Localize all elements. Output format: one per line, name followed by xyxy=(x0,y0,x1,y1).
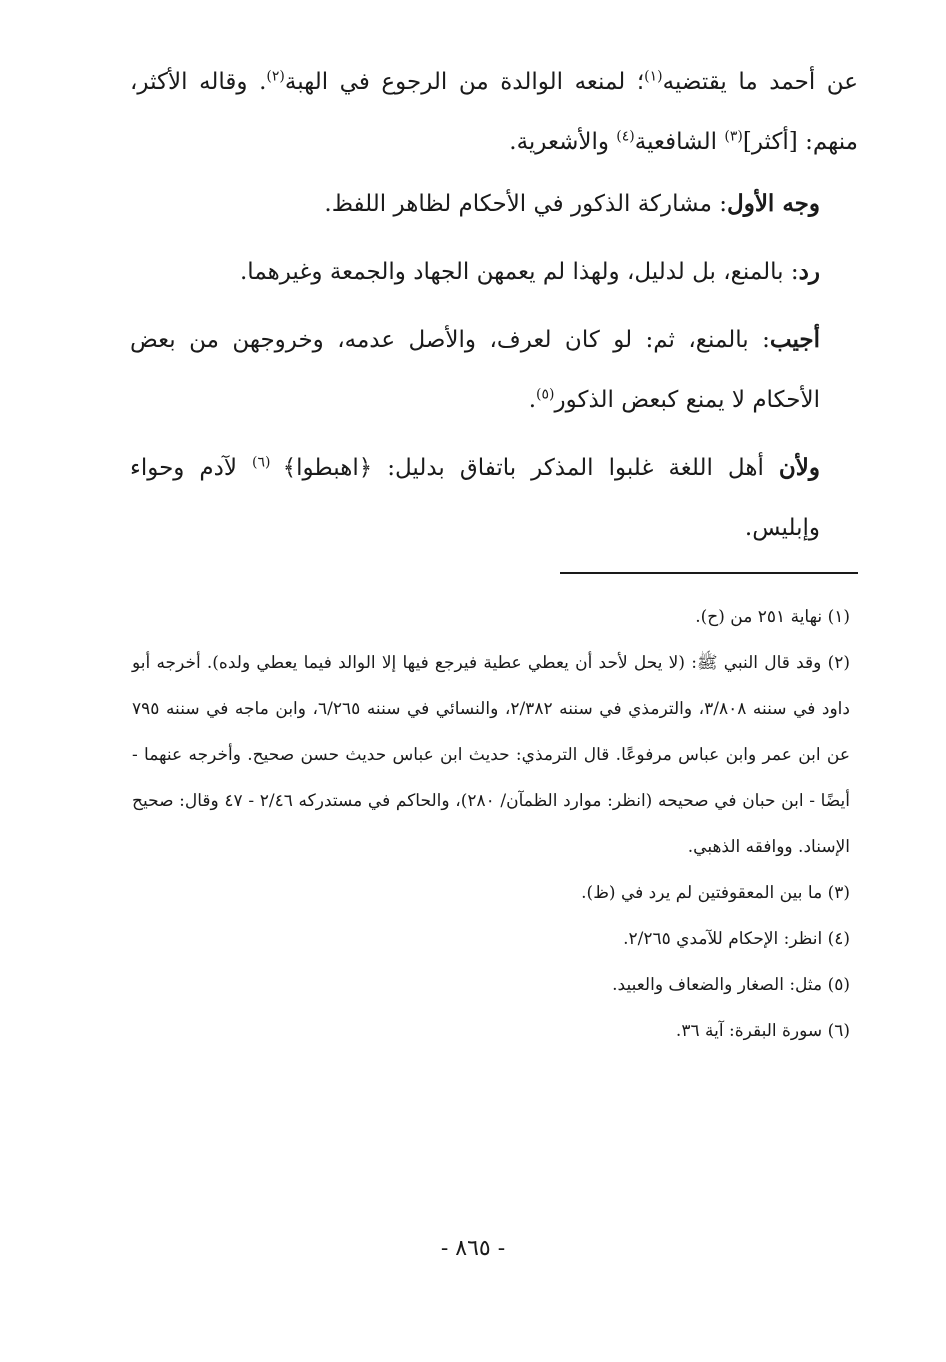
footnote xyxy=(132,870,850,916)
footnotes xyxy=(132,594,850,1054)
paragraph-first-view xyxy=(130,174,858,234)
footnote-text: نهاية ٢٥١ من (ح). xyxy=(695,607,823,627)
text-run: . وقاله الأكثر، منهم: [أكثر] xyxy=(130,69,858,155)
lead-term: ولأن xyxy=(778,454,820,481)
text-run: : بالمنع، بل لدليل، ولهذا لم يعمهن الجهاد والجمعة وغيرهما. xyxy=(240,259,799,285)
footnote-number: (٤) xyxy=(827,929,850,949)
page-number: - ٨٦٥ - xyxy=(440,1236,506,1261)
footnote-number: (٥) xyxy=(827,975,850,995)
footnote xyxy=(132,1008,850,1054)
text-run: عن أحمد ما يقتضيه xyxy=(662,69,858,95)
footnote-reference: (٦) xyxy=(252,454,283,471)
footnote xyxy=(132,916,850,962)
footnote-number: (٣) xyxy=(827,883,850,903)
footnote-separator xyxy=(560,572,858,574)
footnote-reference: (١) xyxy=(644,68,663,85)
footnote-number: (٦) xyxy=(827,1021,850,1041)
lead-term: أجيب xyxy=(769,326,820,353)
footnote-text: وقد قال النبي ﷺ: (لا يحل لأحد أن يعطي عطية فيرجع فيها إلا الوالد فيما يعطي ولده). أخرجه أبو داود في سننه ٣/٨٠٨، والترمذي في سننه ٢/٣٨٢، والنسائي في سننه ٦/٢٦٥، وابن ماجه في سننه ٧٩٥ عن ابن عمر وابن عباس مرفوعًا. قال الترمذي: حديث ابن عباس حديث حسن صحيح. وأخرجه عنهما - أيضًا - ابن حبان في صحيحه (انظر: موارد الظمآن/ ٢٨٠)، والحاكم في مستدركه ٢/٤٦ - ٤٧ وقال: صحيح الإسناد. ووافقه الذهبي. xyxy=(132,653,850,857)
footnote xyxy=(132,640,850,870)
lead-term: وجه الأول xyxy=(727,190,820,217)
footnote xyxy=(132,962,850,1008)
text-run: ؛ لمنعه الوالدة من الرجوع في الهبة xyxy=(284,69,645,95)
footnote-number: (١) xyxy=(827,607,850,627)
footnote-reference: (٣) xyxy=(724,128,743,145)
footnote xyxy=(132,594,850,640)
text-run: أهل اللغة غلبوا المذكر باتفاق بدليل: ﴿اهبطوا﴾ xyxy=(282,455,779,481)
footnote-text: انظر: الإحكام للآمدي ٢/٢٦٥. xyxy=(623,929,823,949)
text-run: والأشعرية. xyxy=(509,129,617,155)
paragraph-1 xyxy=(130,52,858,172)
footnote-number: (٢) xyxy=(827,653,850,673)
footnote-text: سورة البقرة: آية ٣٦. xyxy=(675,1021,823,1041)
lead-term: رد xyxy=(798,258,820,285)
footnote-text: ما بين المعقوفتين لم يرد في (ظ). xyxy=(581,883,823,903)
paragraph-language-argument xyxy=(130,438,858,558)
text-run: : بالمنع، ثم: لو كان لعرف، والأصل عدمه، وخروجهن من بعض الأحكام لا يمنع كبعض الذكور xyxy=(130,327,820,413)
footnote-reference: (٤) xyxy=(616,128,635,145)
text-run: لآدم وحواء وإبليس. xyxy=(130,455,820,541)
main-text xyxy=(130,52,858,566)
footnote-reference: (٥) xyxy=(536,386,555,403)
paragraph-rebuttal xyxy=(130,242,858,302)
text-run: : مشاركة الذكور في الأحكام لظاهر اللفظ. xyxy=(324,191,727,217)
footnote-text: مثل: الصغار والضعاف والعبيد. xyxy=(612,975,823,995)
text-run: الشافعية xyxy=(634,129,725,155)
paragraph-answer xyxy=(130,310,858,430)
text-run: . xyxy=(528,387,537,413)
footnote-reference: (٢) xyxy=(266,68,285,85)
